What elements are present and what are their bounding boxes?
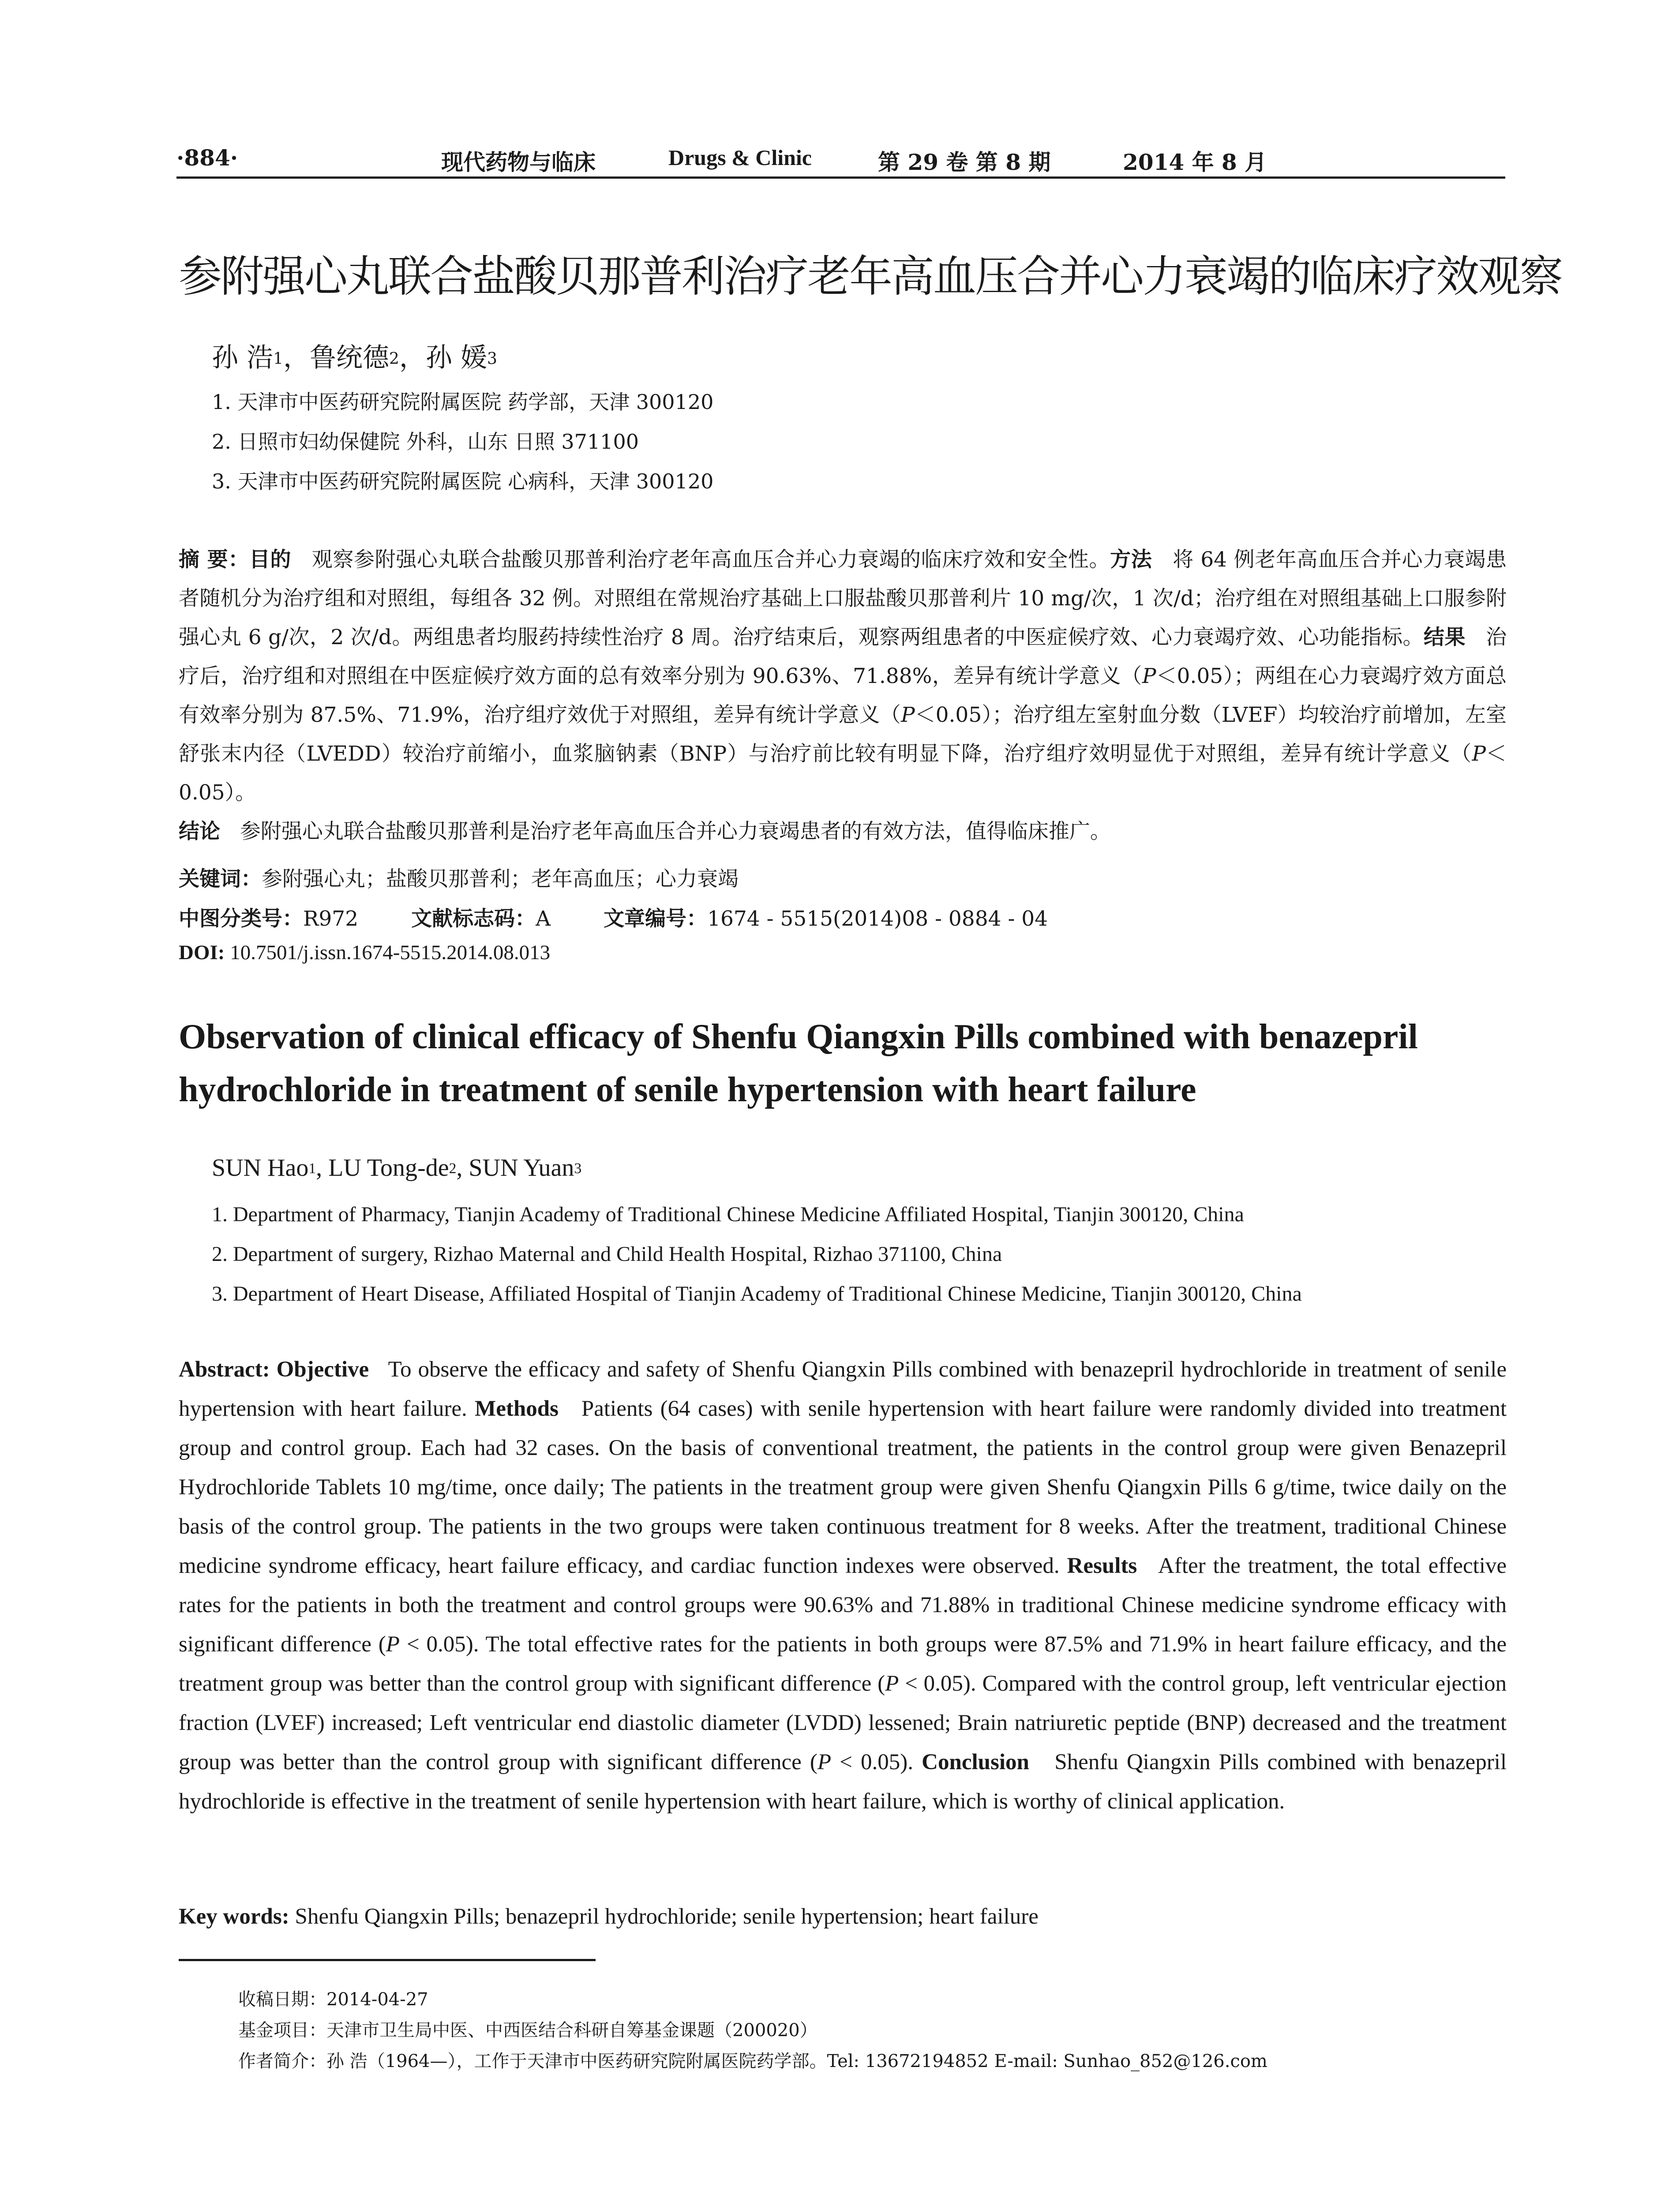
keywords-en: [179, 1904, 1039, 1929]
doi-value: 10.7501/j.issn.1674-5515.2014.08.013: [230, 941, 551, 964]
results-text: < 0.05). Compared with the control group, left ventricular ejection fraction (LVEF) increased; Left ventricular end diastolic diameter (LVDD) lessened; Brain natriuretic peptide (BNP) decreased and the treatment group was better than the control group with significant difference (: [179, 1671, 1507, 1775]
footnote-received: [238, 1985, 428, 2011]
affiliation-en: 1. Department of Pharmacy, Tianjin Academy of Traditional Chinese Medicine Affiliated Hospital, Tianjin 300120, China: [212, 1203, 1244, 1226]
doi-label: DOI:: [179, 941, 225, 964]
author-name: SUN Yuan: [469, 1154, 574, 1182]
affiliation-cn: 1. 天津市中医药研究院附属医院 药学部，天津 300120: [212, 390, 714, 414]
conclusion-label: Conclusion: [922, 1750, 1029, 1775]
keywords-label: Key words:: [179, 1904, 289, 1929]
footnote-rule: [179, 1959, 596, 1961]
results-text: After the treatment, the total effective rates for the patients in both the treatment and control groups were 90.63% and 71.88% in traditional Chinese medicine syndrome efficacy with significant difference (: [179, 1553, 1507, 1657]
p-symbol: P: [900, 703, 915, 727]
results-text: < 0.05).: [831, 1750, 913, 1775]
header-rule: [176, 176, 1505, 179]
author-affil-mark: 3: [487, 350, 497, 368]
doc-code-label: 文献标志码：: [411, 907, 536, 931]
author-bio-text: 孙 浩（1964—），工作于天津市中医药研究院附属医院药学部。Tel: 13672194852 E-mail: Sunhao_852@126.com: [326, 2051, 1268, 2071]
results-text: ＜0.05）；两组在心力衰竭疗效方面总有效率分别为 87.5%、71.9%，治疗组疗效优于对照组，差异有统计学意义（: [179, 664, 1507, 727]
received-date: 2014-04-27: [326, 1989, 428, 2010]
article-no-value: 1674 - 5515(2014)08 - 0884 - 04: [707, 907, 1048, 931]
title-cn: 参附强心丸联合盐酸贝那普利治疗老年高血压合并心力衰竭的临床疗效观察: [179, 251, 1562, 302]
abstract-en: [179, 1350, 1507, 1821]
author-name: SUN Hao: [212, 1154, 309, 1182]
authors-en: SUN Hao$^1$, LU Tong-$de^2$, SUN Yuan$^3$: [212, 1154, 582, 1182]
affiliation-cn: 2. 日照市妇幼保健院 外科，山东 日照 371100: [212, 430, 639, 454]
footnote-fund: [238, 2016, 818, 2041]
clc-label: 中图分类号：: [179, 907, 303, 931]
p-symbol: P: [386, 1632, 400, 1657]
p-symbol: P: [1472, 742, 1486, 766]
author-affil-mark: 2: [389, 350, 399, 368]
keywords-cn: [179, 863, 739, 892]
author-name: 鲁统德: [309, 342, 389, 373]
objective-text: 观察参附强心丸联合盐酸贝那普利治疗老年高血压合并心力衰竭的临床疗效和安全性。: [311, 548, 1110, 572]
conclusion-text: 参附强心丸联合盐酸贝那普利是治疗老年高血压合并心力衰竭患者的有效方法，值得临床推广。: [240, 819, 1111, 844]
results-text: < 0.05). The total effective rates for the patients in both groups were 87.5% and 71.9% in heart failure efficacy, and the treatment group was better than the control group with significant difference (: [179, 1632, 1507, 1696]
keywords-text: Shenfu Qiangxin Pills; benazepril hydrochloride; senile hypertension; heart failure: [295, 1904, 1039, 1929]
author-affil-mark: 1: [273, 350, 283, 368]
title-en: Observation of clinical efficacy of Shenfu Qiangxin Pills combined with benazepril hydrochloride in treatment of senile hypertension with heart failure: [179, 1017, 1418, 1109]
running-header: [176, 140, 1504, 180]
author-name: 孙 浩: [212, 342, 274, 373]
results-text: 治疗后，治疗组和对照组在中医症候疗效方面的总有效率分别为 90.63%、71.88%，差异有统计学意义（: [179, 625, 1507, 688]
abstract-label: 摘 要：: [179, 548, 249, 572]
affiliation-en: 2. Department of surgery, Rizhao Maternal and Child Health Hospital, Rizhao 371100, China: [212, 1242, 1002, 1266]
classification-line: [179, 902, 1048, 932]
footnote-author: [238, 2047, 1268, 2072]
article-no-label: 文章编号：: [604, 907, 708, 931]
clc-value: R972: [303, 907, 359, 931]
methods-label: 方法: [1110, 548, 1152, 572]
authors-cn: 孙 浩$^1$，鲁统德$^2$，孙 媛$^3$: [212, 342, 497, 373]
page-number: ·884·: [176, 145, 238, 171]
methods-text: Patients (64 cases) with senile hypertension with heart failure were randomly divided into treatment group and control group. Each had 32 cases. On the basis of conventional treatment, the patients in the control group were given Benazepril Hydrochloride Tablets 10 mg/time, once daily; The patients in the treatment group were given Shenfu Qiangxin Pills 6 g/time, twice daily on the basis of the control group. The patients in the two groups were taken continuous treatment for 8 weeks. After the treatment, traditional Chinese medicine syndrome efficacy, heart failure efficacy, and cardiac function indexes were observed.: [179, 1396, 1507, 1578]
affiliation-cn: 3. 天津市中医药研究院附属医院 心病科，天津 300120: [212, 469, 714, 493]
results-text: ＜0.05）；治疗组左室射血分数（LVEF）均较治疗前增加，左室舒张末内径（LVEDD）较治疗前缩小，血浆脑钠素（BNP）与治疗前比较有明显下降，治疗组疗效明显优于对照组，差异有统计学意义（: [179, 703, 1507, 766]
objective-label: Objective: [276, 1357, 369, 1382]
author-affil-mark: 1: [308, 1160, 316, 1177]
fund-text: 天津市卫生局中医、中西医结合科研自筹基金课题（200020）: [326, 2020, 818, 2041]
results-text: ＜0.05）。: [179, 742, 1507, 805]
abstract-label: Abstract:: [179, 1357, 270, 1382]
objective-text: To observe the efficacy and safety of Shenfu Qiangxin Pills combined with benazepril hydrochloride in treatment of senile hypertension with heart failure.: [179, 1357, 1507, 1421]
author-affil-mark: 2: [449, 1160, 457, 1177]
journal-name-cn: 现代药物与临床: [441, 150, 596, 175]
p-symbol: P: [885, 1671, 899, 1696]
p-symbol: P: [817, 1750, 831, 1775]
doc-code-value: A: [536, 907, 551, 931]
author-bio-label: 作者简介：: [238, 2051, 326, 2071]
affiliation-en: 3. Department of Heart Disease, Affiliated Hospital of Tianjin Academy of Traditional Chinese Medicine, Tianjin 300120, China: [212, 1282, 1302, 1306]
results-label: 结果: [1423, 625, 1466, 649]
volume-issue: 第 29 卷 第 8 期: [878, 149, 1051, 175]
p-symbol: P: [1142, 664, 1156, 688]
received-label: 收稿日期：: [238, 1989, 326, 2010]
journal-name-en: Drugs & Clinic: [668, 145, 812, 170]
author-name: LU Tong-de: [328, 1154, 449, 1182]
conclusion-text: Shenfu Qiangxin Pills combined with benazepril hydrochloride is effective in the treatment of senile hypertension with heart failure, which is worthy of clinical application.: [179, 1750, 1507, 1814]
results-label: Results: [1067, 1553, 1137, 1578]
keywords-text: 参附强心丸；盐酸贝那普利；老年高血压；心力衰竭: [262, 867, 739, 891]
author-affil-mark: 3: [574, 1160, 582, 1177]
fund-label: 基金项目：: [238, 2020, 326, 2041]
doi-line: [179, 941, 550, 964]
abstract-cn: [179, 540, 1507, 851]
objective-label: 目的: [249, 548, 292, 572]
methods-text: 将 64 例老年高血压合并心力衰竭患者随机分为治疗组和对照组，每组各 32 例。对照组在常规治疗基础上口服盐酸贝那普利片 10 mg/次，1 次/d；治疗组在对照组基础上口服参附强心丸 6 g/次，2 次/d。两组患者均服药持续性治疗 8 周。治疗结束后，观察两组患者的中医症候疗效、心力衰竭疗效、心功能指标。: [179, 548, 1507, 649]
keywords-label: 关键词：: [179, 867, 262, 891]
issue-date: 2014 年 8 月: [1123, 149, 1267, 175]
conclusion-label: 结论: [179, 819, 220, 844]
author-name: 孙 媛: [425, 342, 487, 373]
methods-label: Methods: [475, 1396, 559, 1421]
